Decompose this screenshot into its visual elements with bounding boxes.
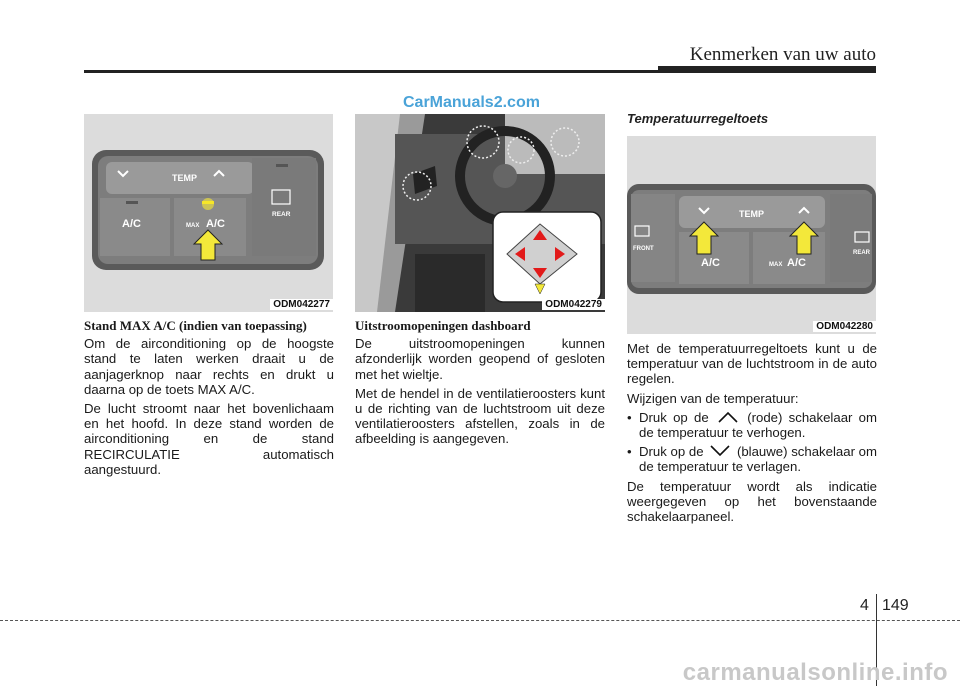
left-ac-label: A/C xyxy=(122,218,141,230)
right-max-label: MAX xyxy=(769,262,783,268)
bullet-temp-down-pre: Druk op de xyxy=(639,444,704,460)
chevron-up-icon xyxy=(715,410,741,424)
heading-max-ac: Stand MAX A/C (indien van toepassing) xyxy=(84,318,307,333)
bullet-temp-down-post: (blauwe) schakelaar om de temperatuur te verlagen. xyxy=(639,444,877,475)
temperature-panel-illustration xyxy=(627,136,876,334)
left-rear-label: REAR xyxy=(272,211,291,218)
paragraph-vents-1: De uitstroomopeningen kunnen afzonderlijk worden geopend of gesloten met het wieltje. xyxy=(355,336,605,382)
right-max-ac-label: A/C xyxy=(787,257,806,269)
figure-caption-right: ODM042280 xyxy=(813,321,876,332)
figure-dashboard-vents xyxy=(355,114,605,312)
bullet-temp-up xyxy=(627,410,877,440)
header-title: Kenmerken van uw auto xyxy=(689,44,876,65)
footer-dashed-line xyxy=(0,620,960,621)
max-ac-panel-illustration xyxy=(84,114,333,312)
bullet-temp-up-post: (rode) schakelaar om de temperatuur te verhogen. xyxy=(639,409,877,441)
dashboard-vents-illustration xyxy=(355,114,605,312)
right-temp-label: TEMP xyxy=(739,209,765,219)
right-front-label: FRONT xyxy=(633,246,654,252)
section-title-temperature: Temperatuurregeltoets xyxy=(627,111,769,126)
left-temp-label: TEMP xyxy=(172,173,198,183)
heading-dashboard-vents: Uitstroomopeningen dashboard xyxy=(355,318,531,333)
figure-caption-middle: ODM042279 xyxy=(542,299,605,310)
left-max-label: MAX xyxy=(186,223,200,229)
paragraph-temp-1: Met de temperatuurregeltoets kunt u de temperatuur van de luchtstroom in de auto regelen. xyxy=(627,341,877,387)
chevron-down-icon xyxy=(707,444,733,458)
watermark-bottom: carmanualsonline.info xyxy=(682,659,948,686)
left-max-ac-label: A/C xyxy=(206,218,225,230)
right-ac-label: A/C xyxy=(701,257,720,269)
column-dashboard-vents xyxy=(355,318,605,451)
column-max-ac xyxy=(84,318,334,481)
paragraph-max-ac-2: De lucht stroomt naar het bovenlichaam en het hoofd. In deze stand worden de airconditioning en de stand RECIRCULATIE automatisch aangestuurd. xyxy=(84,401,334,477)
footer-chapter-number: 4 xyxy=(860,597,869,614)
paragraph-temp-2: Wijzigen van de temperatuur: xyxy=(627,390,799,406)
bullet-temp-up-pre: Druk op de xyxy=(639,409,709,425)
right-rear-label: REAR xyxy=(853,250,871,256)
paragraph-max-ac-1: Om de airconditioning op de hoogste stand te laten werken draait u de aanjagerknop naar rechts en drukt u daarna op de toets MAX A/C. xyxy=(84,336,334,397)
figure-caption-left: ODM042277 xyxy=(270,299,333,310)
paragraph-temp-3: De temperatuur wordt als indicatie weergegeven op het bovenstaande schakelaarpaneel. xyxy=(627,478,877,525)
watermark-top: CarManuals2.com xyxy=(403,94,540,111)
paragraph-vents-2: Met de hendel in de ventilatieroosters kunt u de richting van de luchtstroom uit deze ventilatieroosters afstellen, zoals in de afbeelding is aangegeven. xyxy=(355,385,605,447)
bullet-temp-down xyxy=(627,444,877,474)
figure-temperature-panel xyxy=(627,136,876,334)
figure-max-ac-panel xyxy=(84,114,333,312)
footer-page-number: 149 xyxy=(882,597,909,614)
column-temperature xyxy=(627,341,877,528)
header-rule-accent xyxy=(658,66,876,72)
